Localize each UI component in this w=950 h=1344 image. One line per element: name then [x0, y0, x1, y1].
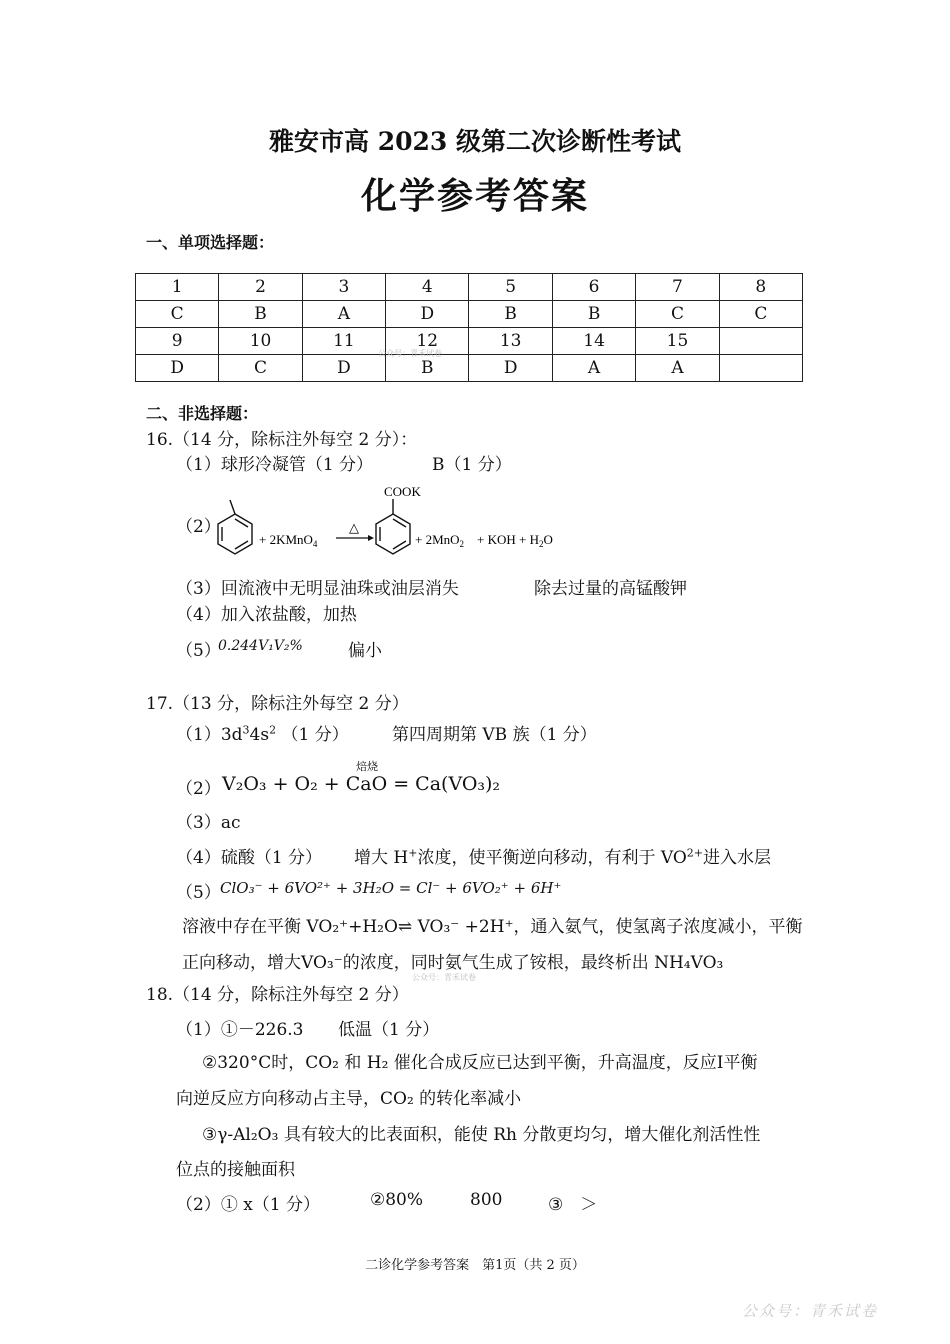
- table-cell: 1: [136, 274, 219, 301]
- table-cell: A: [552, 355, 635, 382]
- table-cell: B: [469, 301, 552, 328]
- q16-part5-b: 偏小: [348, 641, 382, 661]
- table-cell: 12: [386, 328, 469, 355]
- heat-condition: △: [349, 520, 359, 535]
- corner-watermark: 公众号：青禾试卷: [742, 1302, 879, 1320]
- table-cell: D: [136, 355, 219, 382]
- answer-table: [135, 273, 803, 382]
- table-cell: 10: [219, 328, 302, 355]
- table-cell: D: [469, 355, 552, 382]
- table-cell: [378, 349, 469, 382]
- table-watermark: 公众号：青禾试卷: [378, 349, 443, 358]
- q18-heading: 18.（14 分，除标注外每空 2 分）: [146, 985, 409, 1005]
- q17-part4-a: （4）硫酸（1 分）: [176, 848, 323, 868]
- table-row: [136, 355, 803, 382]
- benzoate-structure: [376, 499, 410, 554]
- q17-part5-equation: ClO₃⁻ + 6VO²⁺ + 3H₂O = Cl⁻ + 6VO₂⁺ + 6H⁺: [220, 879, 562, 897]
- q18-part1-c-line1: ②320°C时，CO₂ 和 H₂ 催化合成反应已达到平衡，升高温度，反应Ⅰ平衡: [202, 1053, 758, 1073]
- q16-part4: （4）加入浓盐酸，加热: [176, 605, 357, 625]
- section1-heading: 一、单项选择题：: [146, 233, 275, 252]
- table-cell: B: [219, 301, 302, 328]
- product-mno2: + 2MnO$_2$: [415, 532, 465, 549]
- table-cell: A: [636, 355, 719, 382]
- q16-part5-label: （5）: [176, 641, 221, 661]
- table-cell: C: [636, 301, 719, 328]
- q18-part2-b: ②80%: [370, 1190, 424, 1210]
- table-cell: 2: [219, 274, 302, 301]
- q17-part1-b: 第四周期第 VB 族（1 分）: [392, 725, 597, 745]
- q18-part1-d-line1: ③γ-Al₂O₃ 具有较大的比表面积，能使 Rh 分散更均匀，增大催化剂活性性: [202, 1125, 761, 1145]
- q17-part2-equation: V₂O₃ + O₂ + CaO = Ca(VO₃)₂: [222, 773, 501, 795]
- table-cell: [719, 328, 802, 355]
- table-cell: 3: [302, 274, 385, 301]
- q16-part3-a: （3）回流液中无明显油珠或油层消失: [176, 579, 459, 599]
- page-subtitle: 化学参考答案: [360, 175, 589, 217]
- product-koh-h2o: + KOH + $H_2O$: [477, 532, 553, 549]
- q17-part2-label: （2）: [176, 779, 221, 799]
- q17-part5-label: （5）: [176, 883, 221, 903]
- table-cell: C: [219, 355, 302, 382]
- cook-group: COOK: [384, 484, 421, 499]
- table-row: [136, 301, 803, 328]
- q17-part4-b: 增大 H+浓度，使平衡逆向移动，有利于 $VO^{2+}$进入水层: [354, 846, 771, 868]
- table-cell: 14: [552, 328, 635, 355]
- arrow-head: [368, 535, 374, 541]
- page-footer: 二诊化学参考答案 第1页（共 2 页）: [365, 1258, 585, 1273]
- q18-part2-a: （2）① x（1 分）: [176, 1195, 321, 1215]
- table-cell: A: [302, 301, 385, 328]
- table-cell: C: [719, 301, 802, 328]
- q17-part5-line1: 溶液中存在平衡 VO₂⁺+H₂O⇌ VO₃⁻ +2H⁺，通入氨气，使氢离子浓度减小，平衡: [182, 917, 803, 937]
- q17-roasting-condition: 焙烧: [356, 760, 378, 773]
- toluene-structure: [218, 500, 252, 554]
- table-cell: 7: [636, 274, 719, 301]
- table-cell: 9: [136, 328, 219, 355]
- section2-heading: 二、非选择题：: [146, 404, 259, 423]
- table-cell: 15: [636, 328, 719, 355]
- q16-part5-expression: 0.244V₁V₂%: [218, 638, 303, 654]
- table-cell: 8: [719, 274, 802, 301]
- q18-part1-b: 低温（1 分）: [338, 1020, 440, 1040]
- q18-part2-c: 800: [470, 1190, 503, 1210]
- q16-part2-label: （2）: [176, 517, 221, 537]
- q17-part1-a: $(1)3d^34s^2$ （1 分）: [176, 723, 349, 745]
- q16-part3-b: 除去过量的高锰酸钾: [534, 579, 687, 599]
- q17-heading: 17.（13 分，除标注外每空 2 分）: [146, 694, 409, 714]
- table-row: [136, 274, 803, 301]
- q17-part5-line2: 正向移动，增大VO₃⁻的浓度，同时氨气生成了铵根，最终析出 NH₄VO₃: [182, 953, 724, 973]
- table-cell: [719, 355, 802, 382]
- table-cell: 4: [386, 274, 469, 301]
- table-row: [136, 328, 803, 355]
- table-cell: D: [302, 355, 385, 382]
- table-cell: 6: [552, 274, 635, 301]
- table-cell: D: [386, 301, 469, 328]
- table-cell: 13: [469, 328, 552, 355]
- q16-part1-a: （1）球形冷凝管（1 分）: [176, 455, 374, 475]
- q16-part1-b: B（1 分）: [432, 455, 512, 475]
- q18-part2-d: ③ ＞: [548, 1195, 598, 1215]
- mid-watermark: 公众号：青禾试卷: [412, 973, 476, 982]
- table-cell: 5: [469, 274, 552, 301]
- q17-part3: （3）ac: [176, 813, 241, 833]
- q18-part1-a: （1）①－226.3: [176, 1020, 304, 1040]
- table-cell-text: B: [421, 358, 434, 378]
- reagent-kmno4: + 2KMnO$_4$: [259, 532, 318, 549]
- q16-heading: 16.（14 分，除标注外每空 2 分）：: [146, 430, 418, 450]
- table-cell: C: [136, 301, 219, 328]
- table-cell: 11: [302, 328, 385, 355]
- page-title: 雅安市高 2023 级第二次诊断性考试: [269, 127, 681, 156]
- oxidation-equation: [212, 480, 592, 565]
- q18-part1-d-line2: 位点的接触面积: [176, 1160, 295, 1180]
- table-cell: B: [552, 301, 635, 328]
- q18-part1-c-line2: 向逆反应方向移动占主导，CO₂ 的转化率减小: [176, 1089, 522, 1109]
